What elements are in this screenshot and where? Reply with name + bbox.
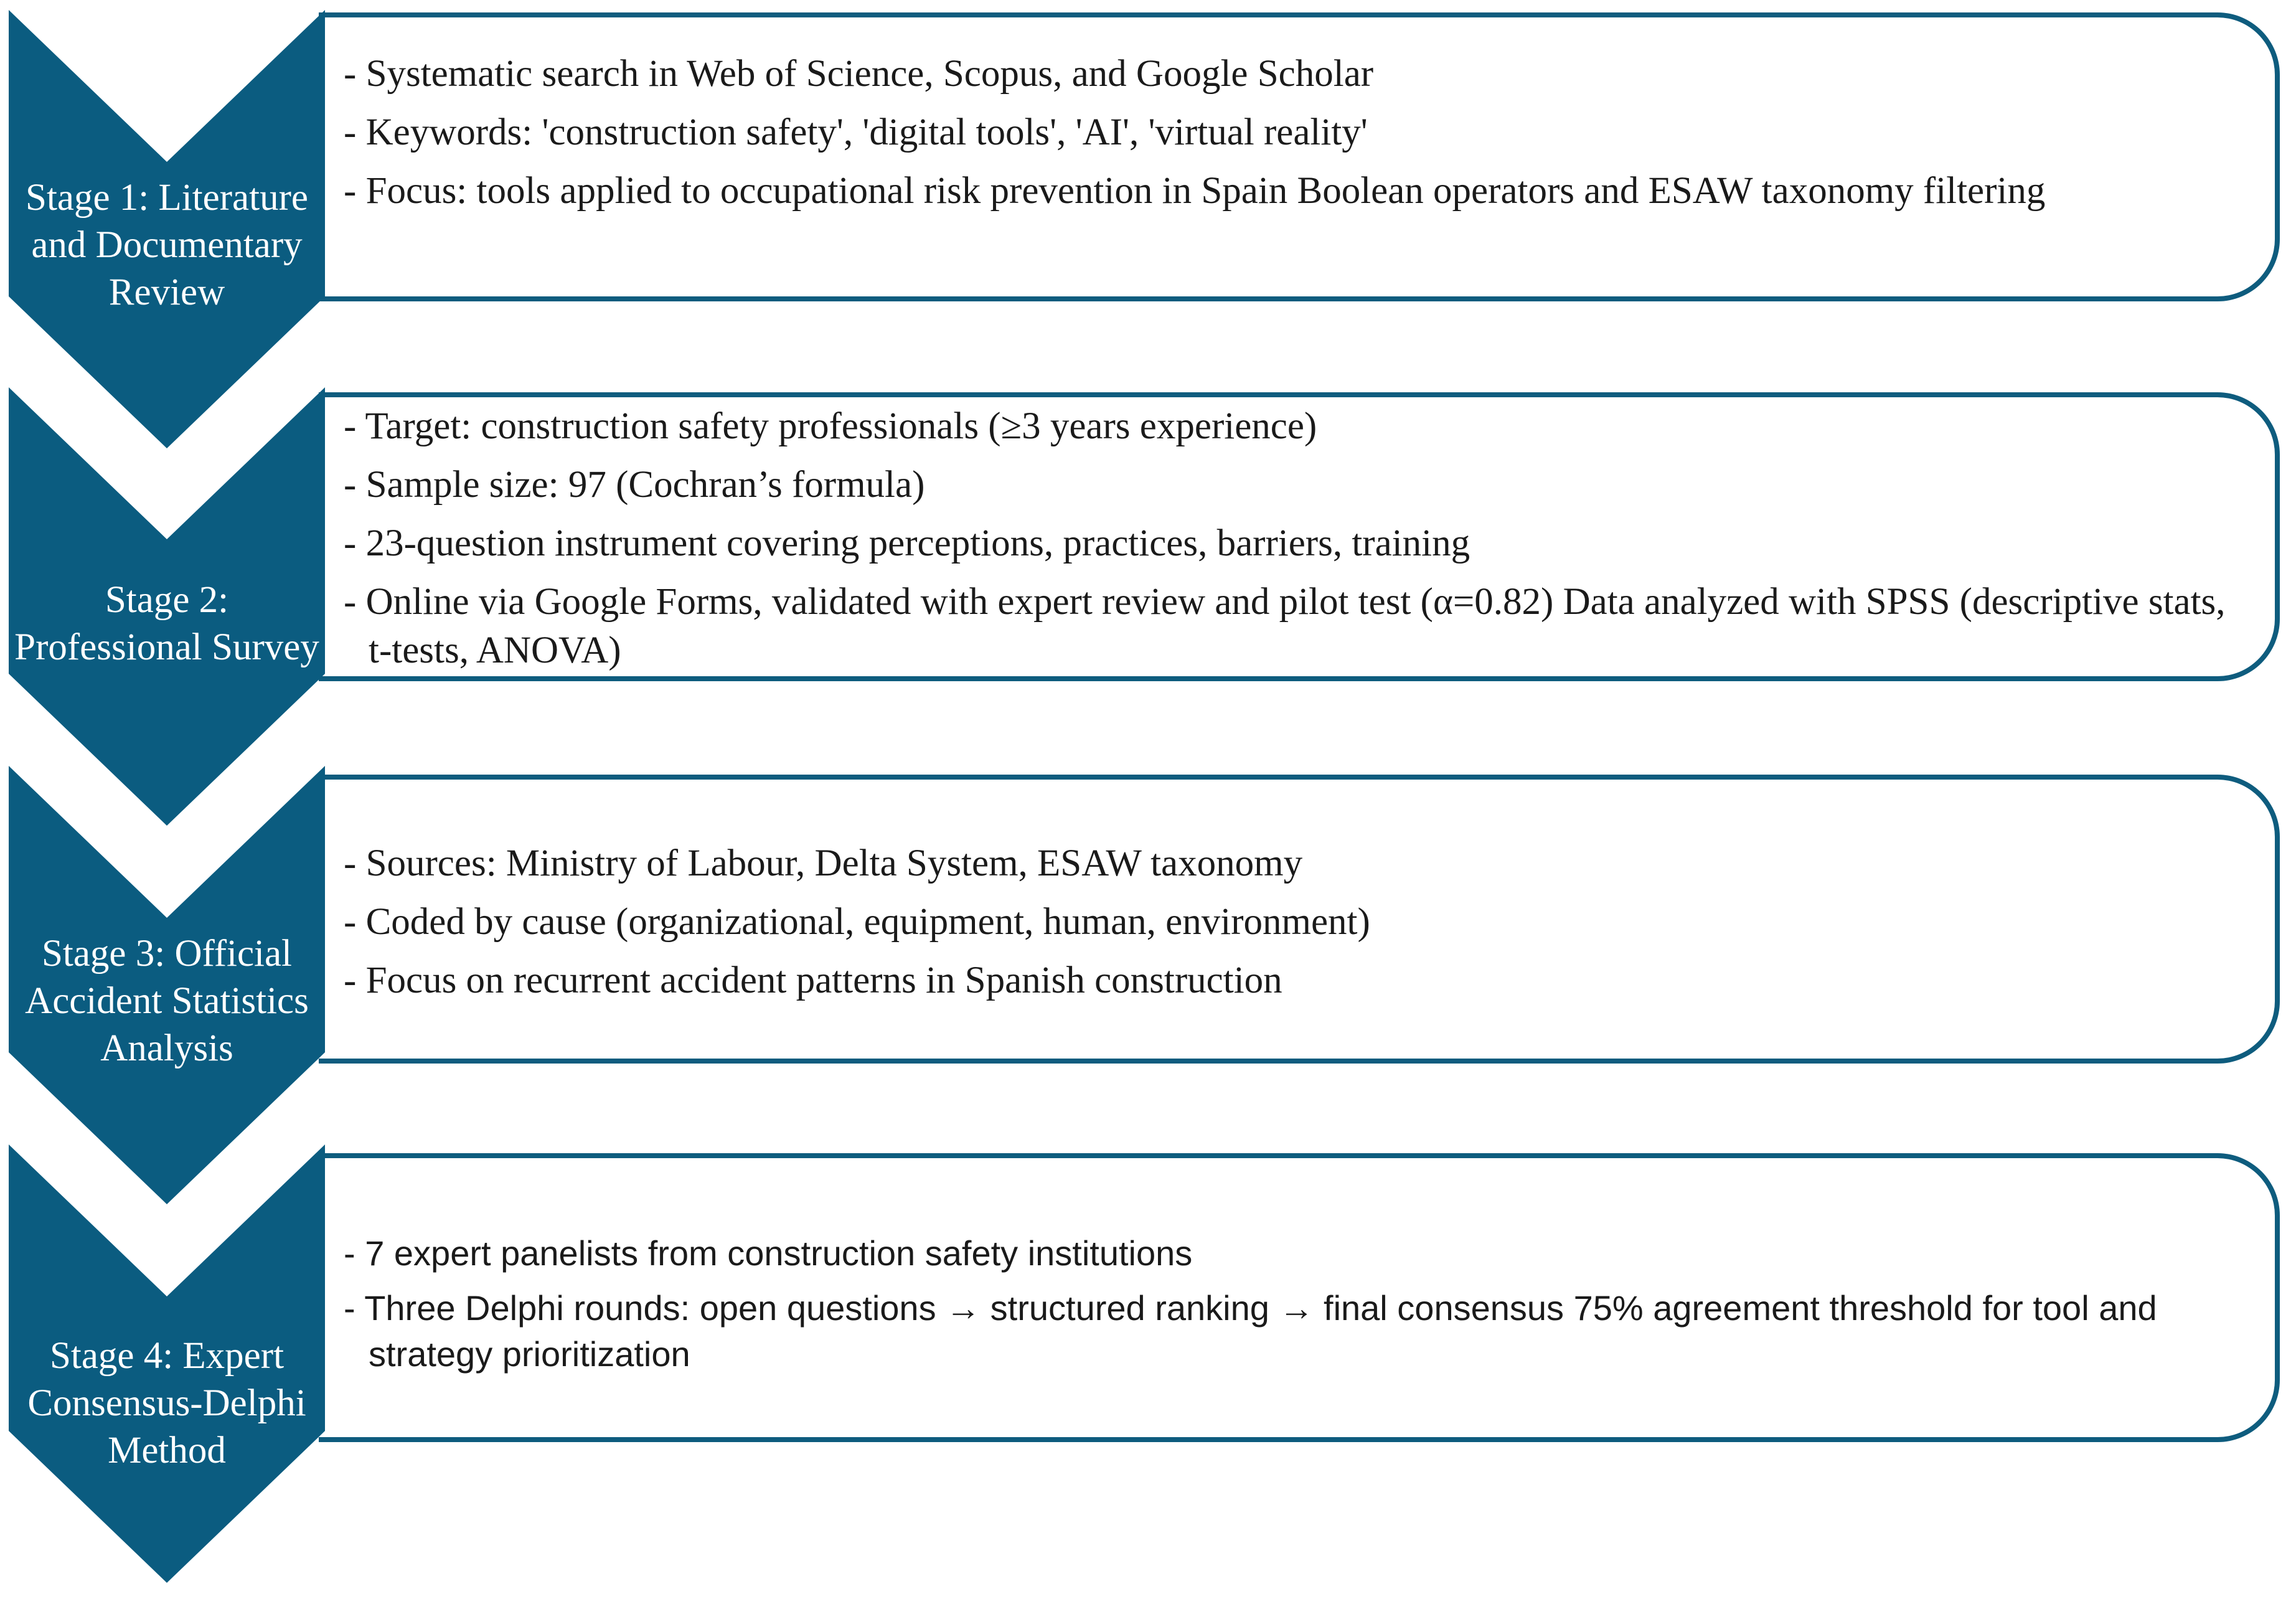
stage-2-bullet-list: [344, 402, 2250, 685]
stage-3-bullet: - Sources: Ministry of Labour, Delta System, ESAW taxonomy: [344, 842, 1303, 884]
stage-2-label: Stage 2: Professional Survey: [14, 579, 319, 668]
stage-2-bullet: - 23-question instrument covering perceptions, practices, barriers, training: [344, 522, 1470, 564]
stage-2-bullet: - Target: construction safety professionals (≥3 years experience): [344, 405, 1317, 447]
stage-4-bullet-list: [344, 1230, 2250, 1386]
stage-4-bullet: - 7 expert panelists from construction safety institutions: [344, 1234, 1193, 1273]
stage-2-bullet: - Online via Google Forms, validated with expert review and pilot test (α=0.82) Data analyzed with SPSS (descriptive stats, t-tests, ANOVA): [344, 581, 2226, 671]
stage-2-details-box: [319, 392, 2280, 681]
stage-3-bullet: - Focus on recurrent accident patterns in Spanish construction: [344, 960, 1282, 1001]
stage-1-label: Stage 1: Literature and Documentary Review: [26, 177, 308, 313]
stage-2-bullet: - Sample size: 97 (Cochran’s formula): [344, 464, 925, 506]
stage-3-bullet-list: [344, 839, 2250, 1015]
stage-1-details-box: [319, 12, 2280, 301]
stage-3-label: Stage 3: Official Accident Statistics Analysis: [25, 933, 309, 1069]
stage-4-details-box: [319, 1153, 2280, 1442]
stage-4-label: Stage 4: Expert Consensus-Delphi Method: [27, 1335, 306, 1471]
stage-1-bullet: - Systematic search in Web of Science, Scopus, and Google Scholar: [344, 53, 1374, 95]
stage-3-bullet: - Coded by cause (organizational, equipment, human, environment): [344, 901, 1370, 943]
stage-1-bullet: - Keywords: 'construction safety', 'digital tools', 'AI', 'virtual reality': [344, 111, 1368, 153]
stage-4-bullet: - Three Delphi rounds: open questions → structured ranking → final consensus 75% agreement threshold for tool and strategy prioritization: [344, 1288, 2157, 1374]
stage-1-bullet-list: [344, 50, 2250, 225]
stage-1-bullet: - Focus: tools applied to occupational risk prevention in Spain Boolean operators and ESAW taxonomy filtering: [344, 170, 2046, 212]
stage-3-details-box: [319, 775, 2280, 1064]
